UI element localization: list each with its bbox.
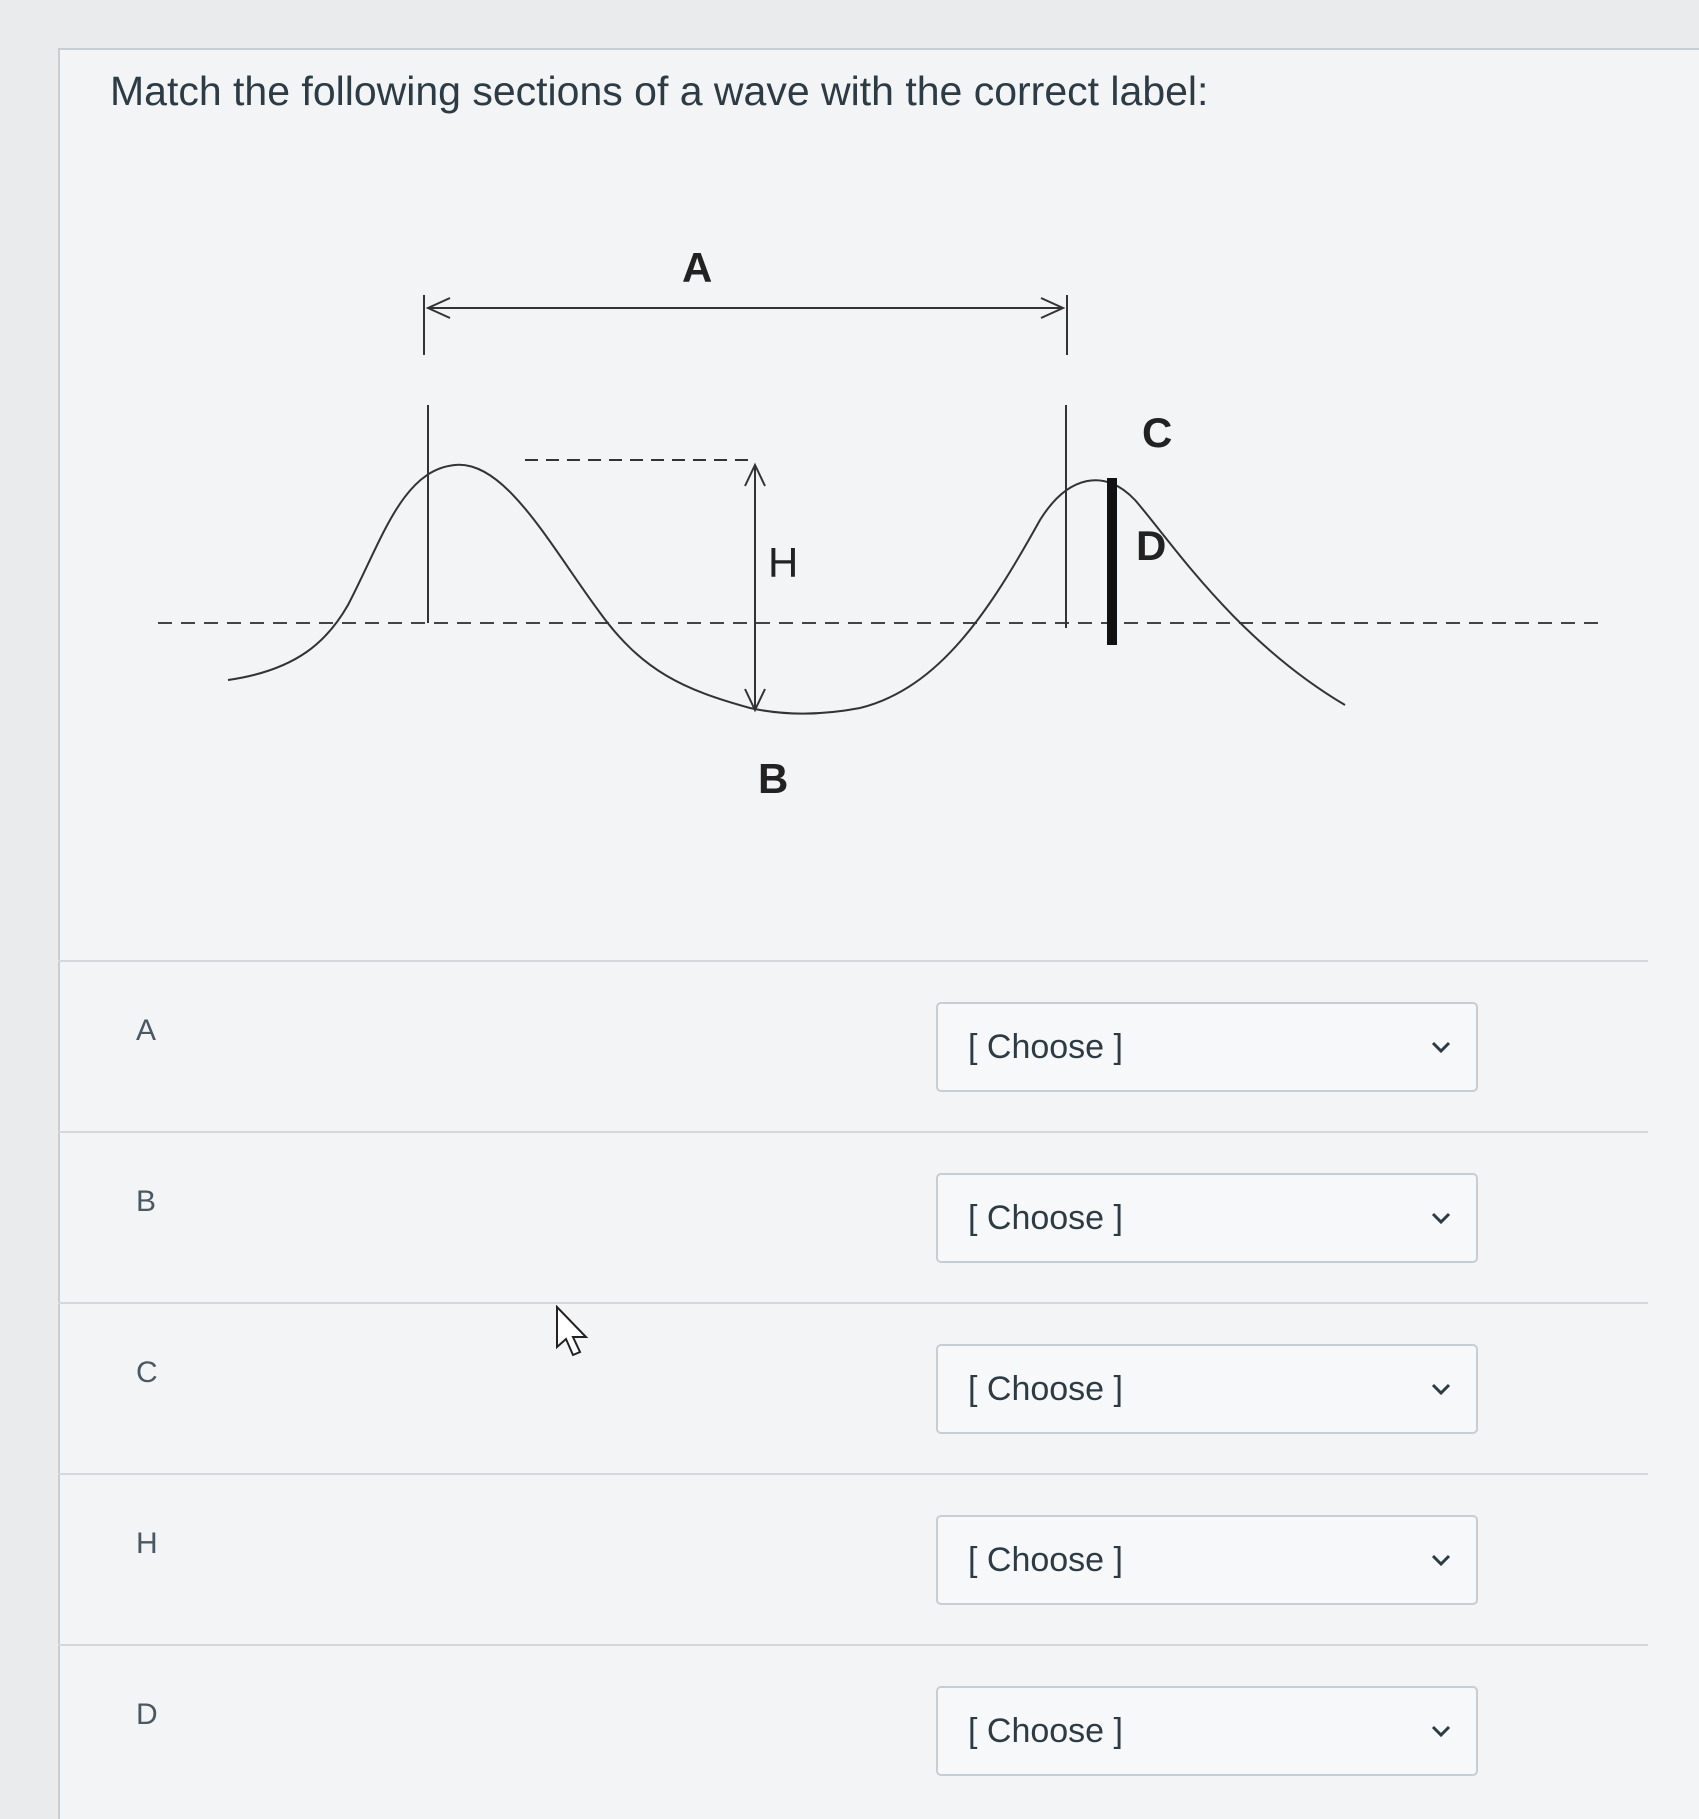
chevron-down-icon [1428, 1205, 1454, 1231]
answer-row [58, 1302, 1648, 1473]
mouse-cursor-icon [555, 1305, 589, 1357]
chevron-down-icon [1428, 1718, 1454, 1744]
answer-row [58, 1473, 1648, 1644]
chevron-down-icon [1428, 1547, 1454, 1573]
diagram-label-a: A [682, 244, 713, 291]
answer-select[interactable] [936, 1173, 1478, 1263]
answer-label: D [136, 1698, 158, 1731]
diagram-label-d: D [1136, 522, 1167, 569]
answer-select[interactable] [936, 1686, 1478, 1776]
select-value: [ Choose ] [968, 1541, 1123, 1579]
select-value: [ Choose ] [968, 1199, 1123, 1237]
answer-label: B [136, 1185, 157, 1218]
diagram-label-c: C [1142, 409, 1173, 456]
diagram-label-h: H [768, 539, 799, 586]
answer-select[interactable] [936, 1002, 1478, 1092]
answer-label: A [136, 1014, 157, 1047]
select-value: [ Choose ] [968, 1370, 1123, 1408]
diagram-label-b: B [758, 755, 789, 802]
wave-diagram [150, 220, 1600, 840]
answer-row [58, 960, 1648, 1131]
answer-label: H [136, 1527, 158, 1560]
answer-select[interactable] [936, 1515, 1478, 1605]
question-prompt: Match the following sections of a wave with the correct label: [110, 68, 1209, 114]
answer-row [58, 1131, 1648, 1302]
answer-select[interactable] [936, 1344, 1478, 1434]
chevron-down-icon [1428, 1376, 1454, 1402]
select-value: [ Choose ] [968, 1712, 1123, 1750]
chevron-down-icon [1428, 1034, 1454, 1060]
answer-label: C [136, 1356, 158, 1389]
wave-curve [228, 465, 1345, 714]
select-value: [ Choose ] [968, 1028, 1123, 1066]
answer-list [58, 960, 1648, 1815]
answer-row [58, 1644, 1648, 1815]
